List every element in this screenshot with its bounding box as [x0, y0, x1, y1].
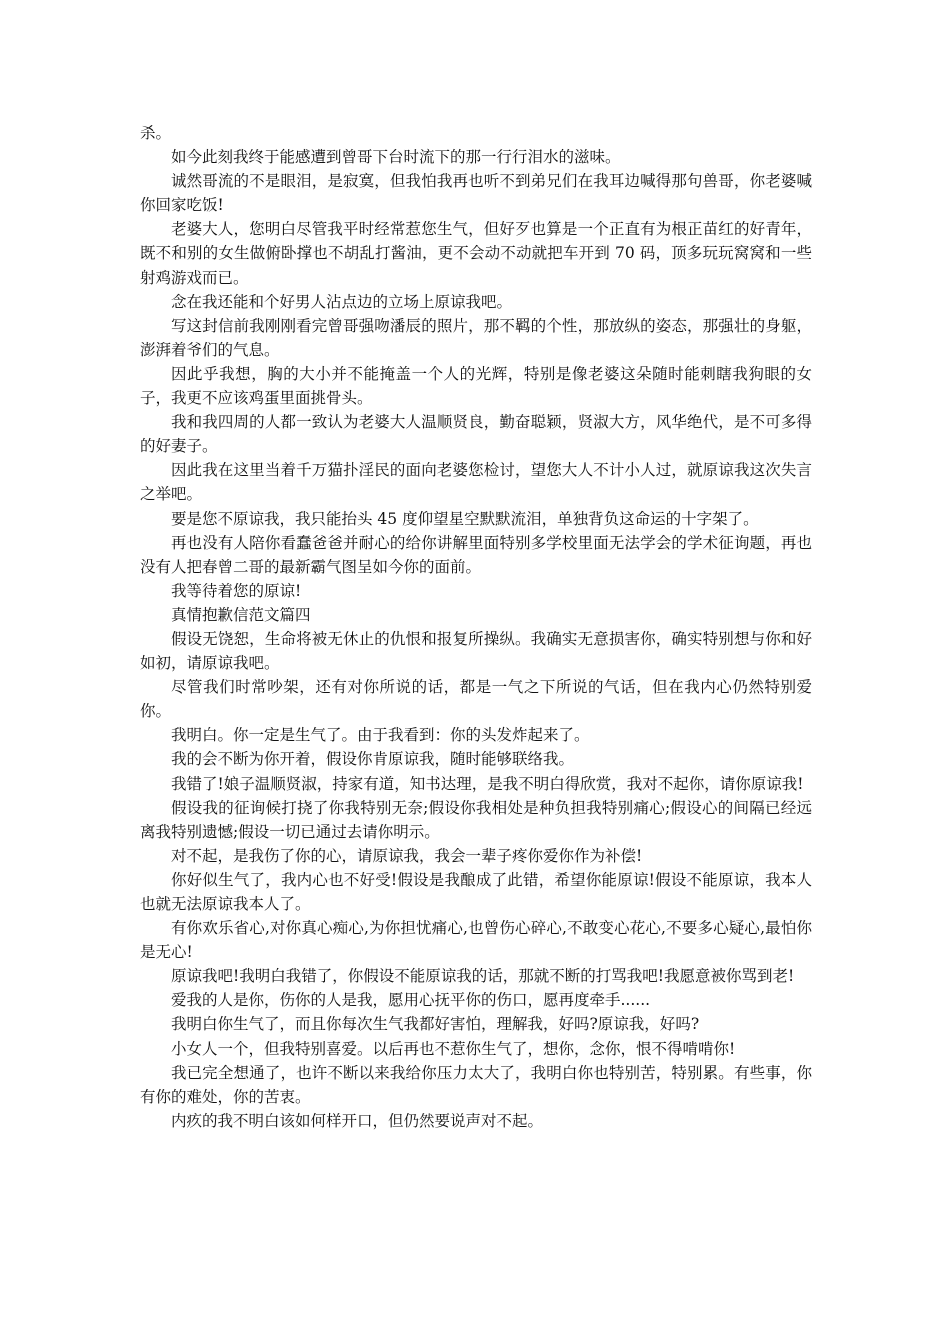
- paragraph: 假设我的征询候打挠了你我特别无奈;假设你我相处是种负担我特别痛心;假设心的间隔已经远离我特别遗憾;假设一切已通过去请你明示。: [140, 798, 812, 841]
- paragraph: 要是您不原谅我，我只能抬头 45 度仰望星空默默流泪，单独背负这命运的十字架了。: [171, 509, 759, 528]
- paragraph: 我明白。你一定是生气了。由于我看到：你的头发炸起来了。: [171, 726, 590, 745]
- paragraph: 小女人一个，但我特别喜爱。以后再也不惹你生气了，想你，念你，恨不得啃啃你!: [171, 1039, 736, 1058]
- paragraph: 因此我在这里当着千万猫扑淫民的面向老婆您检讨，望您大人不计小人过，就原谅我这次失言之举吧。: [140, 461, 812, 504]
- paragraph: 我明白你生气了，而且你每次生气我都好害怕，理解我，好吗?原谅我，好吗?: [171, 1015, 700, 1034]
- paragraph: 假设无饶恕，生命将被无休止的仇恨和报复所操纵。我确实无意损害你，确实特别想与你和好如初，请原谅我吧。: [140, 629, 812, 673]
- paragraph: 我和我四周的人都一致认为老婆大人温顺贤良，勤奋聪颖，贤淑大方，风华绝代，是不可多得的好妻子。: [140, 413, 812, 456]
- paragraph: 我等待着您的原谅!: [171, 581, 302, 600]
- paragraph: 尽管我们时常吵架，还有对你所说的话，都是一气之下所说的气话，但在我内心仍然特别爱你。: [140, 678, 812, 721]
- paragraph: 原谅我吧!我明白我错了，你假设不能原谅我的话，那就不断的打骂我吧!我愿意被你骂到老!: [171, 967, 795, 986]
- paragraph: 杀。: [140, 124, 172, 142]
- document-body: [140, 121, 812, 1133]
- paragraph: 如今此刻我终于能感遭到曾哥下台时流下的那一行行泪水的滋味。: [171, 148, 621, 167]
- paragraph: 念在我还能和个好男人沾点边的立场上原谅我吧。: [171, 292, 513, 311]
- paragraph: 有你欢乐省心,对你真心痴心,为你担忧痛心,也曾伤心碎心,不敢变心花心,不要多心疑心,最怕你是无心!: [140, 919, 812, 962]
- paragraph: 因此乎我想，胸的大小并不能掩盖一个人的光辉，特别是像老婆这朵随时能刺瞎我狗眼的女子，我更不应该鸡蛋里面挑骨头。: [140, 364, 812, 408]
- paragraph: 写这封信前我刚刚看完曾哥强吻潘辰的照片，那不羁的个性，那放纵的姿态，那强壮的身躯，澎湃着爷们的气息。: [140, 316, 812, 359]
- paragraph: 我的会不断为你开着，假设你肯原谅我，随时能够联络我。: [171, 750, 575, 769]
- paragraph: 我错了!娘子温顺贤淑，持家有道，知书达理，是我不明白得欣赏，我对不起你，请你原谅我!: [171, 774, 804, 793]
- paragraph: 你好似生气了，我内心也不好受!假设是我酿成了此错，希望你能原谅!假设不能原谅，我本人也就无法原谅我本人了。: [140, 870, 812, 913]
- paragraph: 对不起，是我伤了你的心，请原谅我，我会一辈子疼你爱你作为补偿!: [171, 846, 643, 865]
- paragraph: 老婆大人，您明白尽管我平时经常惹您生气，但好歹也算是一个正直有为根正苗红的好青年，既不和别的女生做俯卧撑也不胡乱打酱油，更不会动不动就把车开到 70 码，顶多玩玩窝窝和一些射鸡游戏而已。: [140, 220, 812, 287]
- paragraph: 再也没有人陪你看蠢爸爸并耐心的给你讲解里面特别多学校里面无法学会的学术征询题，再也没有人把春曾二哥的最新霸气图呈如今你的面前。: [140, 533, 812, 576]
- section-heading: 真情抱歉信范文篇四: [171, 605, 311, 624]
- paragraph: 我已完全想通了，也许不断以来我给你压力太大了，我明白你也特别苦，特别累。有些事，你有你的难处，你的苦衷。: [140, 1063, 812, 1106]
- paragraph: 内疚的我不明白该如何样开口，但仍然要说声对不起。: [171, 1111, 544, 1130]
- paragraph: 诚然哥流的不是眼泪，是寂寞，但我怕我再也听不到弟兄们在我耳边喊得那句兽哥，你老婆喊你回家吃饭!: [140, 172, 812, 215]
- paragraph: 爱我的人是你，伤你的人是我，愿用心抚平你的伤口，愿再度牵手......: [171, 991, 651, 1010]
